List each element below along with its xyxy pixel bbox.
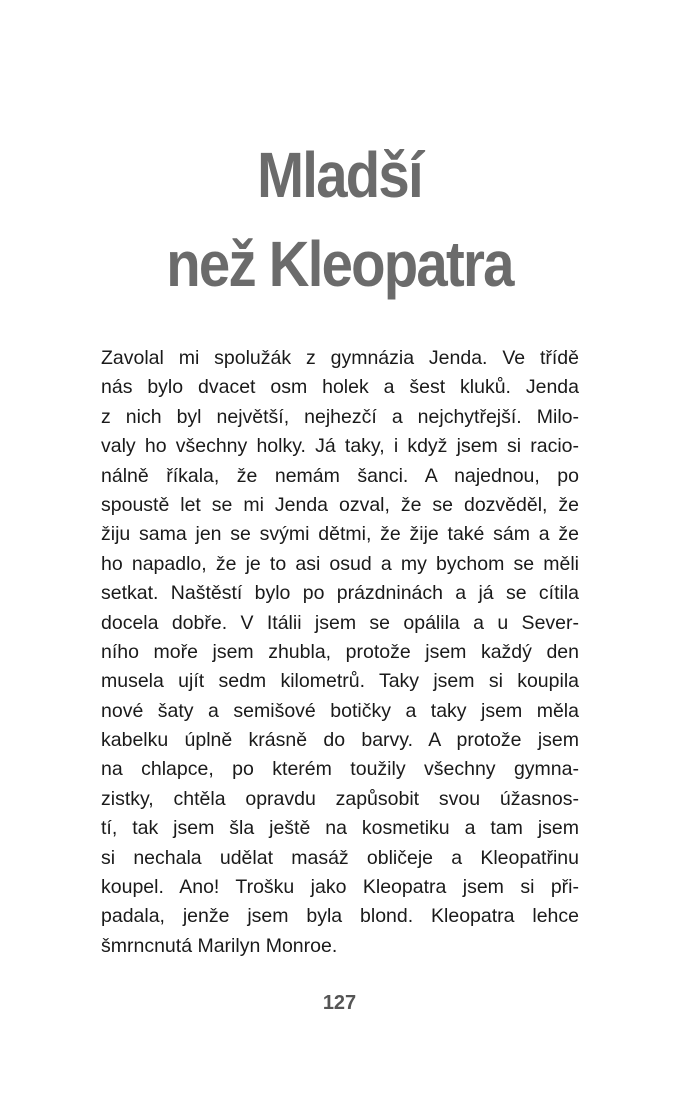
text-line: nové šaty a semišové botičky a taky jsem měla xyxy=(101,699,579,722)
text-line: ního moře jsem zhubla, protože jsem každý den xyxy=(101,640,579,663)
text-line: žiju sama jen se svými dětmi, že žije také sám a že xyxy=(101,523,579,546)
text-line: koupel. Ano! Trošku jako Kleopatra jsem si při- xyxy=(101,876,579,899)
text-line-last: šmrncnutá Marilyn Monroe. xyxy=(101,934,338,957)
text-line: spoustě let se mi Jenda ozval, že se dozvěděl, že xyxy=(101,493,579,516)
text-line: Zavolal mi spolužák z gymnázia Jenda. Ve třídě xyxy=(101,347,579,369)
text-line: docela dobře. V Itálii jsem se opálila a u Sever- xyxy=(101,611,579,634)
text-line: zistky, chtěla opravdu zapůsobit svou úžasnos- xyxy=(101,787,579,810)
chapter-title-line-1: Mladší xyxy=(257,139,422,211)
text-line: z nich byl největší, nejhezčí a nejchytřejší. Milo- xyxy=(101,405,579,428)
text-line: si nechala udělat masáž obličeje a Kleopatřinu xyxy=(101,846,579,869)
text-line: na chlapce, po kterém toužily všechny gymna- xyxy=(101,758,579,781)
text-line: tí, tak jsem šla ještě na kosmetiku a tam jsem xyxy=(101,817,579,840)
text-line: nás bylo dvacet osm holek a šest kluků. Jenda xyxy=(101,376,579,399)
page-number: 127 xyxy=(322,992,357,1014)
chapter-body-text xyxy=(101,344,579,961)
text-line: valy ho všechny holky. Já taky, i když jsem si racio- xyxy=(101,435,579,458)
text-line: nálně říkala, že nemám šanci. A najednou, po xyxy=(101,464,579,487)
text-line: kabelku úplně krásně do barvy. A protože jsem xyxy=(101,729,579,752)
text-line: ho napadlo, že je to asi osud a my bychom se měli xyxy=(101,552,579,575)
chapter-title-line-2: než Kleopatra xyxy=(166,228,513,300)
text-line: setkat. Naštěstí bylo po prázdninách a já se cítila xyxy=(101,582,579,605)
text-line: musela ujít sedm kilometrů. Taky jsem si koupila xyxy=(101,670,579,693)
text-line: padala, jenže jsem byla blond. Kleopatra lehce xyxy=(101,905,579,928)
